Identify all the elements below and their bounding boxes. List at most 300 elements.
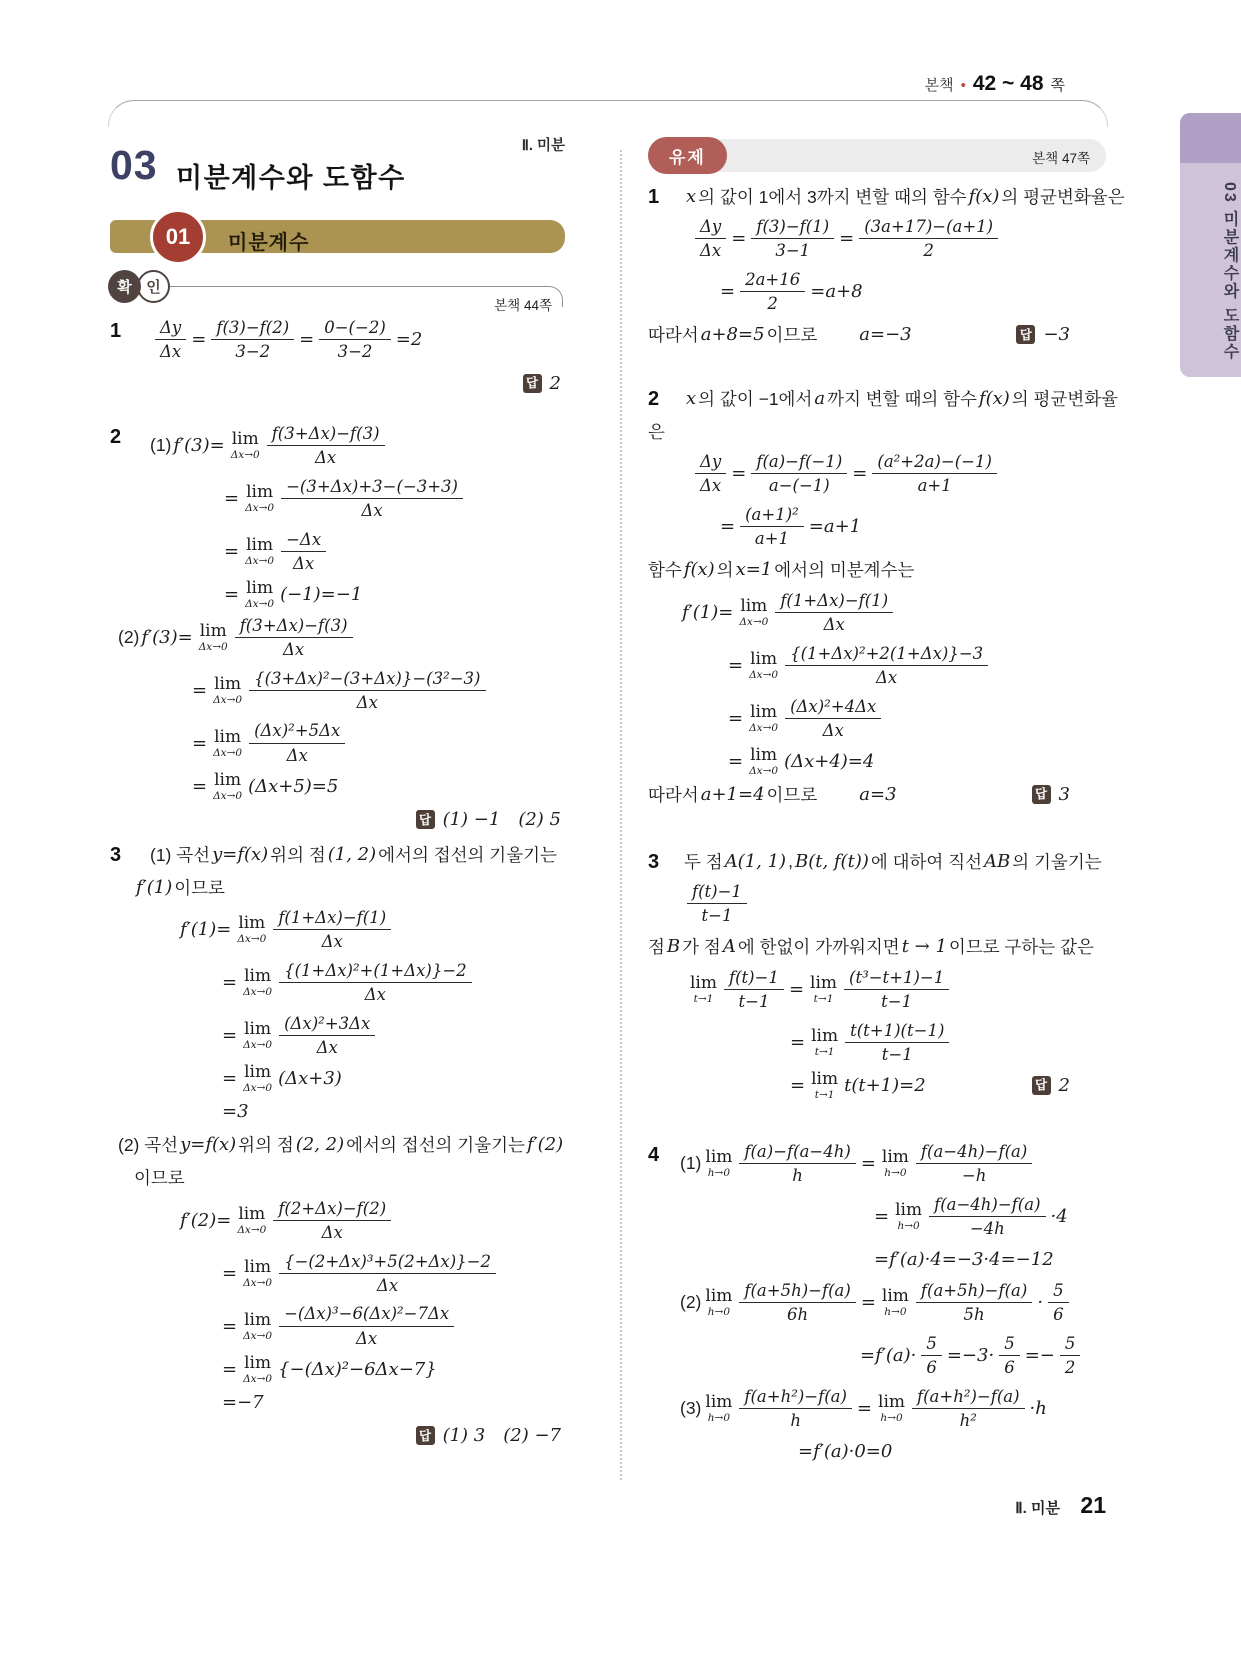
fraction xyxy=(267,423,385,469)
math-run: ·h xyxy=(1029,1397,1047,1419)
math-run: f′(1) xyxy=(136,876,173,898)
header-book-label: 본책 xyxy=(924,77,954,94)
yuje-page-ref: 본책 47쪽 xyxy=(1032,151,1090,166)
math-run: = xyxy=(839,228,855,250)
fraction xyxy=(844,967,949,1013)
limit-subscript: t→1 xyxy=(814,1088,835,1101)
math-line xyxy=(110,958,565,1008)
math-run: = xyxy=(860,1153,876,1175)
limit xyxy=(231,431,260,461)
problem-number: 1 xyxy=(110,320,122,342)
limit xyxy=(243,1352,273,1385)
limit-label: lim xyxy=(246,534,274,555)
fraction xyxy=(273,1198,391,1244)
fraction xyxy=(751,216,834,262)
fraction-denominator: Δx xyxy=(356,1328,378,1348)
problem-number: 1 xyxy=(648,186,660,208)
page-footer xyxy=(800,1492,1106,1519)
fraction xyxy=(739,1141,855,1187)
answer-value: 2 xyxy=(549,372,561,394)
math-line xyxy=(648,846,1106,876)
math-line xyxy=(110,771,565,801)
math-run: = xyxy=(728,655,744,677)
limit xyxy=(243,1018,273,1051)
answer-value: 3 xyxy=(1058,783,1070,805)
limit-label: lim xyxy=(690,973,717,994)
fraction-denominator: t−1 xyxy=(701,906,733,926)
answer xyxy=(523,373,561,394)
math-line xyxy=(110,1130,565,1160)
answer-value: 2 xyxy=(1058,1075,1070,1097)
math-run: =a+8 xyxy=(810,281,863,303)
math-run: =f′(a)· xyxy=(860,1345,917,1367)
problem-number: 2 xyxy=(110,426,122,448)
fraction-denominator: Δx xyxy=(822,720,844,740)
text-run: 두 점 xyxy=(684,851,723,872)
fraction-denominator: Δx xyxy=(376,1275,399,1295)
math-run: a+1=4 xyxy=(700,783,765,805)
math-line xyxy=(110,1011,565,1061)
math-run: = xyxy=(222,1068,238,1090)
footer-unit: Ⅱ. 미분 xyxy=(1015,1500,1060,1517)
math-line xyxy=(110,1097,565,1127)
math-run: =f′(a)·4=−3·4=−12 xyxy=(874,1249,1054,1271)
fraction-denominator: 3−2 xyxy=(337,342,373,362)
fraction-denominator: −4h xyxy=(969,1219,1005,1239)
fraction-denominator: Δx xyxy=(876,668,898,688)
math-run: ·4 xyxy=(1050,1206,1068,1228)
text-run: 따라서 xyxy=(648,784,699,805)
limit-label: lim xyxy=(878,1391,906,1412)
math-run: a+8=5 xyxy=(700,324,765,346)
fraction-numerator: f(a+5h)−f(a) xyxy=(739,1280,855,1303)
math-run: A(1, 1) xyxy=(724,850,787,872)
problem-number: 4 xyxy=(648,1144,660,1166)
limit-subscript: h→0 xyxy=(884,1167,907,1180)
math-line xyxy=(648,1384,1106,1434)
chapter-title: 미분계수와 도함수 xyxy=(176,163,406,193)
problem-number: 2 xyxy=(648,388,660,410)
math-run: = xyxy=(720,516,736,538)
fraction-denominator: Δx xyxy=(321,932,343,952)
text-run: 에서의 접선의 기울기는 xyxy=(378,844,557,865)
fraction-numerator: 5 xyxy=(921,1333,942,1356)
text-run: 의 값이 1에서 3까지 변할 때의 함수 xyxy=(698,186,967,207)
math-run: a=3 xyxy=(859,783,897,805)
limit xyxy=(213,673,243,706)
limit-label: lim xyxy=(881,1147,909,1168)
math-run: = xyxy=(731,228,747,250)
answer xyxy=(1032,784,1106,805)
limit-subscript: Δx→0 xyxy=(243,986,273,999)
limit xyxy=(237,1203,267,1236)
math-run: = xyxy=(192,775,208,797)
fraction-numerator: −(Δx)³−6(Δx)²−7Δx xyxy=(279,1303,454,1326)
fraction-numerator: f(a)−f(−1) xyxy=(751,451,847,474)
math-run: (−1)=−1 xyxy=(280,584,363,606)
math-line xyxy=(110,1354,565,1384)
answer-badge: 답 xyxy=(523,374,542,393)
answer-badge: 답 xyxy=(416,810,435,829)
limit-label: lim xyxy=(244,1309,272,1330)
text-run: 위의 점 xyxy=(238,1135,294,1156)
fraction xyxy=(916,1141,1032,1187)
limit-subscript: Δx→0 xyxy=(237,933,267,946)
col-right xyxy=(648,0,1125,1654)
limit-subscript: h→0 xyxy=(880,1411,903,1424)
text-run: 에 대하여 직선 xyxy=(870,851,983,872)
fraction-denominator: 2 xyxy=(1064,1358,1076,1378)
math-run: = xyxy=(222,1262,238,1284)
fraction-numerator: f(2+Δx)−f(2) xyxy=(273,1198,391,1221)
math-line xyxy=(648,267,1106,317)
math-run: = xyxy=(856,1397,873,1419)
fraction xyxy=(281,476,463,522)
limit xyxy=(243,1256,273,1289)
limit xyxy=(739,595,769,628)
fraction-numerator: −Δx xyxy=(281,529,326,552)
fraction xyxy=(695,451,726,497)
limit-label: lim xyxy=(199,620,227,641)
text-run: 에 한없이 가까워지면 xyxy=(737,937,900,958)
confirm-badge xyxy=(108,270,170,303)
fraction-denominator: Δx xyxy=(160,342,182,362)
math-line xyxy=(110,315,565,365)
text-run: 에서의 미분계수는 xyxy=(774,560,915,581)
fraction-numerator: (Δx)²+5Δx xyxy=(249,720,345,743)
math-run: = xyxy=(222,1025,238,1047)
text-run: , xyxy=(788,850,793,871)
math-run: = xyxy=(860,1292,876,1314)
limit-label: lim xyxy=(750,648,778,669)
math-run: f′(2)= xyxy=(180,1210,232,1232)
math-run: f(x) xyxy=(968,185,1000,207)
fraction-numerator: f(t)−1 xyxy=(687,881,747,904)
fraction-denominator: Δx xyxy=(364,985,386,1005)
limit-label: lim xyxy=(244,1061,272,1082)
limit-label: lim xyxy=(244,1352,272,1373)
limit-subscript: Δx→0 xyxy=(749,721,779,734)
limit-label: lim xyxy=(811,1068,839,1089)
text-run: 의 평균변화율은 xyxy=(1001,186,1125,207)
fraction-denominator: Δx xyxy=(700,476,722,496)
problem xyxy=(110,418,565,830)
fraction-denominator: Δx xyxy=(321,1223,343,1243)
fraction-denominator: h² xyxy=(959,1410,977,1430)
limit xyxy=(705,1391,733,1424)
fraction-denominator: 6 xyxy=(1004,1358,1015,1378)
fraction xyxy=(785,696,881,742)
confirm-page-ref: 본책 44쪽 xyxy=(494,298,552,313)
math-run: (Δx+5)=5 xyxy=(248,775,339,797)
fraction-numerator: {(1+Δx)²+2(1+Δx)}−3 xyxy=(785,643,988,666)
limit xyxy=(237,915,266,945)
fraction-numerator: 5 xyxy=(1060,1333,1081,1356)
fraction xyxy=(999,1333,1020,1379)
limit xyxy=(895,1202,922,1232)
column-divider xyxy=(620,150,622,1480)
math-line xyxy=(648,694,1106,744)
header-page-suffix: 쪽 xyxy=(1050,77,1065,94)
side-tab-cap xyxy=(1180,113,1241,163)
fraction-numerator: f(a)−f(a−4h) xyxy=(739,1141,855,1164)
limit-label: lim xyxy=(244,1018,272,1039)
fraction-denominator: 5h xyxy=(963,1305,985,1325)
limit xyxy=(245,534,275,567)
answer-badge: 답 xyxy=(416,1426,435,1445)
math-run: t → 1 xyxy=(901,936,947,958)
problem-number: 3 xyxy=(110,844,122,866)
fraction-denominator: 6 xyxy=(1053,1305,1064,1325)
text-run: 까지 변할 때의 함수 xyxy=(827,388,977,409)
math-run: {−(Δx)²−6Δx−7} xyxy=(278,1358,437,1380)
text-run: 의 기울기는 xyxy=(1012,851,1102,872)
confirm-badge-char-2: 인 xyxy=(137,270,170,303)
unit-label: Ⅱ. 미분 xyxy=(521,138,565,154)
fraction-numerator: f(a+h²)−f(a) xyxy=(739,1386,852,1409)
confirm-badge-char-1: 확 xyxy=(108,270,141,303)
text-run: 따라서 xyxy=(648,325,699,346)
limit-subscript: t→1 xyxy=(814,1045,835,1058)
fraction xyxy=(235,615,353,661)
answer-row xyxy=(110,809,565,830)
chapter-number: 03 xyxy=(110,142,158,188)
text-run: 가 점 xyxy=(682,937,721,958)
math-run: A xyxy=(722,936,736,958)
section-number-badge: 01 xyxy=(150,209,206,265)
text-run: (1) xyxy=(680,1153,702,1174)
limit-label: lim xyxy=(705,1147,733,1168)
limit xyxy=(705,1149,732,1179)
math-line xyxy=(648,641,1106,691)
fraction xyxy=(319,317,391,363)
limit xyxy=(245,484,274,514)
text-run: (2) xyxy=(680,1292,702,1313)
fraction xyxy=(279,1251,496,1297)
fraction-denominator: 6 xyxy=(926,1358,937,1378)
limit-label: lim xyxy=(750,744,778,765)
math-line xyxy=(648,502,1106,552)
fraction xyxy=(912,1386,1025,1432)
limit-subscript: Δx→0 xyxy=(213,789,243,802)
math-line xyxy=(648,555,1106,585)
fraction-numerator: f(3)−f(1) xyxy=(751,216,834,239)
fraction-numerator: Δy xyxy=(695,216,726,239)
math-line xyxy=(648,1192,1106,1242)
math-run: = xyxy=(731,463,747,485)
text-run: (3) xyxy=(680,1397,702,1418)
math-line xyxy=(110,1387,565,1417)
fraction-numerator: f(t)−1 xyxy=(724,967,784,990)
math-run: = xyxy=(790,1032,806,1054)
limit-label: lim xyxy=(244,966,272,987)
math-line xyxy=(648,779,1106,809)
limit-subscript: h→0 xyxy=(707,1305,731,1318)
fraction-denominator: a−(−1) xyxy=(768,476,830,496)
math-line xyxy=(110,872,565,902)
math-run: = xyxy=(788,979,805,1001)
fraction-numerator: 5 xyxy=(1048,1280,1069,1303)
fraction-denominator: h xyxy=(790,1410,801,1430)
math-run: f′(1)= xyxy=(682,602,734,624)
answer-value: (1) 3 (2) −7 xyxy=(442,1425,561,1447)
limit xyxy=(213,726,243,759)
fraction xyxy=(279,1013,375,1059)
math-run: = xyxy=(728,750,744,772)
text-run: (1) 곡선 xyxy=(150,844,211,865)
math-run: =3 xyxy=(222,1101,249,1123)
fraction-numerator: f(a+5h)−f(a) xyxy=(916,1280,1032,1303)
fraction xyxy=(1060,1333,1081,1379)
problem xyxy=(648,178,1125,353)
limit xyxy=(690,975,717,1005)
math-run: f′(2) xyxy=(526,1134,564,1156)
limit-label: lim xyxy=(246,577,274,598)
math-run: = xyxy=(720,281,736,303)
math-line xyxy=(648,746,1106,776)
fraction-numerator: Δy xyxy=(695,451,726,474)
math-line xyxy=(648,1018,1106,1068)
math-run: =2 xyxy=(395,329,423,351)
math-run: x=1 xyxy=(735,559,773,581)
math-run: = xyxy=(224,488,240,510)
limit-subscript: h→0 xyxy=(897,1220,920,1233)
fraction xyxy=(775,590,893,636)
fraction xyxy=(872,451,997,497)
text-run: 함수 xyxy=(648,560,682,581)
limit-label: lim xyxy=(705,1285,733,1306)
limit-subscript: Δx→0 xyxy=(243,1276,273,1289)
fraction-denominator: Δx xyxy=(316,1038,338,1058)
fraction xyxy=(921,1333,942,1379)
math-line xyxy=(110,613,565,663)
limit-subscript: t→1 xyxy=(813,993,834,1006)
fraction xyxy=(695,216,726,262)
fraction-numerator: f(1+Δx)−f(1) xyxy=(775,590,893,613)
math-line xyxy=(110,1061,565,1094)
math-run: AB xyxy=(984,850,1011,872)
text-run: 위의 점 xyxy=(270,844,326,865)
fraction-numerator: {(3+Δx)²−(3+Δx)}−(3²−3) xyxy=(249,668,485,691)
limit-subscript: Δx→0 xyxy=(245,502,275,515)
fraction-denominator: −h xyxy=(961,1166,987,1186)
math-line xyxy=(648,1436,1106,1466)
math-run: a=−3 xyxy=(859,324,912,346)
math-run: =a+1 xyxy=(808,516,862,538)
math-run: = xyxy=(299,329,315,351)
text-run: (2) 곡선 xyxy=(118,1135,179,1156)
limit xyxy=(705,1285,733,1318)
fraction xyxy=(739,1280,855,1326)
math-run: = xyxy=(224,541,240,563)
fraction-denominator: t−1 xyxy=(738,992,770,1012)
limit-subscript: Δx→0 xyxy=(243,1081,273,1094)
math-line xyxy=(110,1163,565,1193)
math-run: f(x) xyxy=(683,559,715,581)
math-run: = xyxy=(852,463,868,485)
side-tab-label: 03 미분계수와 도함수 xyxy=(1221,181,1238,361)
fraction-numerator: f(a−4h)−f(a) xyxy=(929,1194,1045,1217)
math-line xyxy=(110,666,565,716)
problem xyxy=(648,380,1119,812)
fraction xyxy=(155,317,186,363)
math-line xyxy=(648,965,1106,1015)
limit-label: lim xyxy=(246,482,274,503)
fraction-numerator: (a+1)² xyxy=(740,504,804,527)
col-left xyxy=(110,0,565,1654)
fraction xyxy=(751,451,847,497)
math-run: = xyxy=(191,329,207,351)
fraction-numerator: f(3+Δx)−f(3) xyxy=(235,615,353,638)
limit-label: lim xyxy=(244,1256,272,1277)
fraction-numerator: (Δx)²+4Δx xyxy=(785,696,881,719)
limit-subscript: Δx→0 xyxy=(237,1223,267,1236)
fraction-numerator: f(1+Δx)−f(1) xyxy=(273,907,391,930)
math-run: x xyxy=(686,387,697,409)
math-line xyxy=(648,320,1106,350)
fraction xyxy=(929,1194,1045,1240)
math-run: = xyxy=(222,1315,238,1337)
math-run: =−3· xyxy=(946,1345,995,1367)
math-line xyxy=(648,1139,1106,1189)
text-run: 이므로 xyxy=(174,877,225,898)
fraction xyxy=(249,720,345,766)
fraction-denominator: Δx xyxy=(700,241,722,261)
math-run: · xyxy=(1037,1292,1044,1314)
fraction-denominator: Δx xyxy=(292,554,315,574)
fraction-denominator: t−1 xyxy=(881,1045,913,1065)
fraction-numerator: f(3+Δx)−f(3) xyxy=(267,423,385,446)
limit xyxy=(198,620,228,653)
math-line xyxy=(648,383,1119,413)
fraction-numerator: f(a+h²)−f(a) xyxy=(912,1386,1025,1409)
math-line xyxy=(648,1245,1106,1275)
limit-subscript: Δx→0 xyxy=(230,449,260,462)
answer-badge: 답 xyxy=(1032,785,1051,804)
text-run: 점 xyxy=(648,937,665,958)
limit xyxy=(749,744,779,777)
text-run: 이므로 xyxy=(134,1168,185,1189)
math-run: B xyxy=(666,936,681,958)
limit xyxy=(881,1285,909,1318)
limit-subscript: Δx→0 xyxy=(245,597,275,610)
limit xyxy=(243,1309,273,1342)
limit-label: lim xyxy=(238,1203,266,1224)
fraction-denominator: 6h xyxy=(787,1305,809,1325)
math-line xyxy=(110,1196,565,1246)
fraction xyxy=(724,967,784,1013)
math-run: x xyxy=(686,185,697,207)
fraction-numerator: −(3+Δx)+3−(−3+3) xyxy=(281,476,463,499)
math-line xyxy=(648,1278,1106,1328)
fraction-numerator: {−(2+Δx)³+5(2+Δx)}−2 xyxy=(279,1251,496,1274)
fraction xyxy=(1048,1280,1069,1326)
header-pages: 42 ~ 48 xyxy=(972,72,1044,95)
limit-label: lim xyxy=(810,973,838,994)
text-run: (2) xyxy=(118,627,140,648)
limit-subscript: Δx→0 xyxy=(213,693,243,706)
math-run: a xyxy=(814,387,826,409)
limit xyxy=(810,975,837,1005)
fraction-denominator: 3−1 xyxy=(775,241,811,261)
fraction-denominator: Δx xyxy=(283,640,305,660)
math-line xyxy=(648,181,1125,211)
math-run: f(x) xyxy=(978,387,1010,409)
answer xyxy=(1016,324,1106,345)
fraction-denominator: a+1 xyxy=(754,529,789,549)
math-run: = xyxy=(790,1075,806,1097)
limit-label: lim xyxy=(750,701,778,722)
